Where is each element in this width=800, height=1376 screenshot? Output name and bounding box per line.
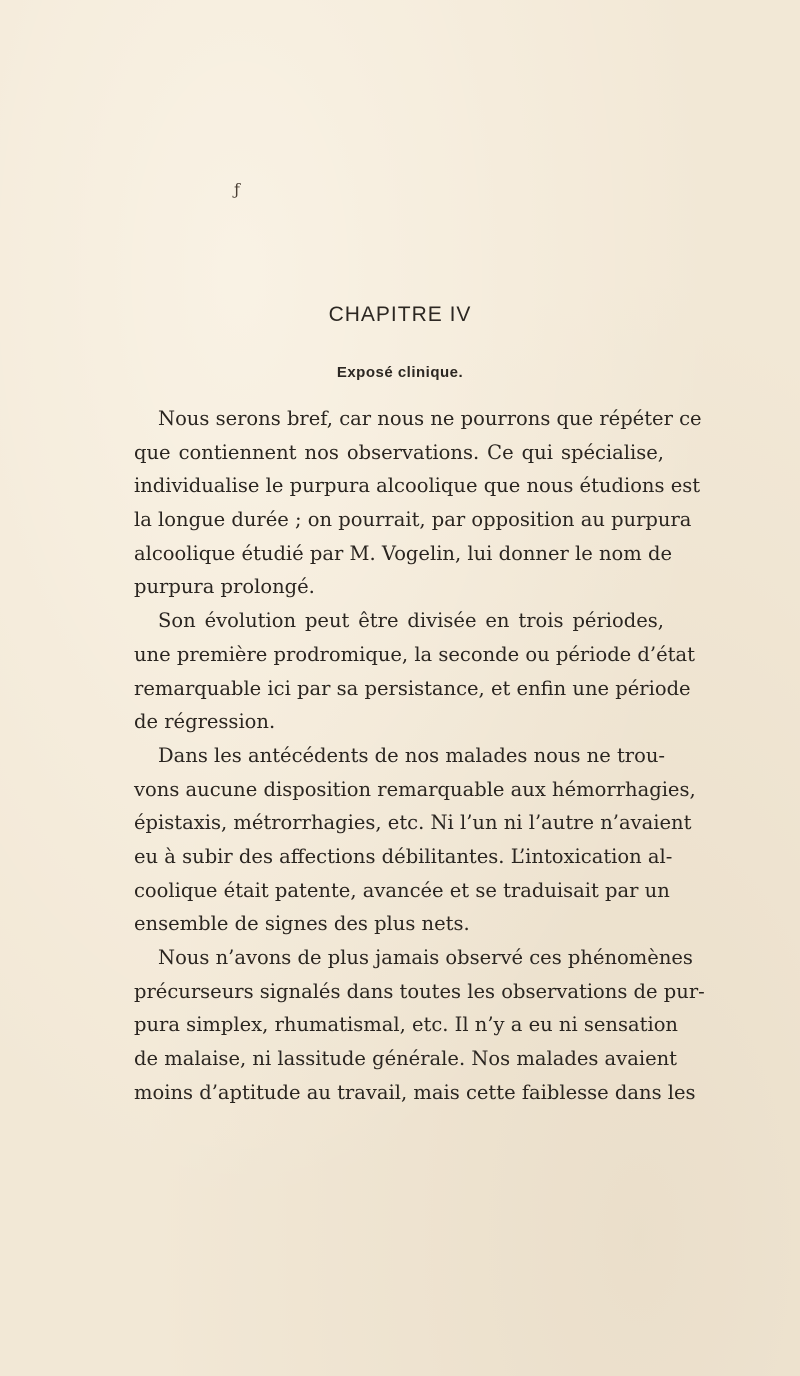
- text-line: Nous n’avons de plus jamais observé ces phénomènes: [158, 946, 693, 969]
- text-line: remarquable ici par sa persistance, et enfin une période: [134, 676, 691, 700]
- text-line: une première prodromique, la seconde ou période d’état: [134, 642, 695, 666]
- text-line: alcoolique étudié par M. Vogelin, lui donner le nom de: [134, 541, 673, 565]
- text-line: Son évolution peut être divisée en trois périodes,: [158, 609, 664, 633]
- text-line: Nous serons bref, car nous ne pourrons que répéter ce: [158, 407, 702, 430]
- text-line: Dans les antécédents de nos malades nous ne trou-: [158, 743, 665, 767]
- text-line: eu à subir des affections débilitantes. L’intoxication al-: [134, 844, 673, 868]
- text-line: que contiennent nos observations. Ce qui spécialise,: [134, 440, 664, 464]
- text-line: de régression.: [134, 710, 276, 734]
- section-title: Exposé clinique.: [336, 364, 464, 381]
- text-line: pura simplex, rhumatismal, etc. Il n’y a eu ni sensation: [134, 1013, 678, 1037]
- text-line: épistaxis, métrorrhagies, etc. Ni l’un ni l’autre n’avaient: [134, 811, 692, 835]
- text-line: de malaise, ni lassitude générale. Nos malades avaient: [134, 1047, 678, 1071]
- text-line: coolique était patente, avancée et se traduisait par un: [134, 878, 670, 902]
- text-line: purpura prolongé.: [134, 575, 315, 599]
- stray-ink-mark: ƒ: [234, 180, 240, 199]
- text-line: la longue durée ; on pourrait, par opposition au purpura: [134, 508, 692, 532]
- text-line: individualise le purpura alcoolique que nous étudions est: [134, 474, 701, 498]
- text-line: vons aucune disposition remarquable aux hémorrhagies,: [134, 777, 696, 801]
- text-line: ensemble de signes des plus nets.: [134, 912, 470, 936]
- text-line: moins d’aptitude au travail, mais cette faiblesse dans les: [134, 1080, 696, 1104]
- body-text: [134, 402, 705, 1109]
- text-line: précurseurs signalés dans toutes les observations de pur-: [134, 979, 705, 1003]
- chapter-title: CHAPITRE IV: [328, 303, 472, 326]
